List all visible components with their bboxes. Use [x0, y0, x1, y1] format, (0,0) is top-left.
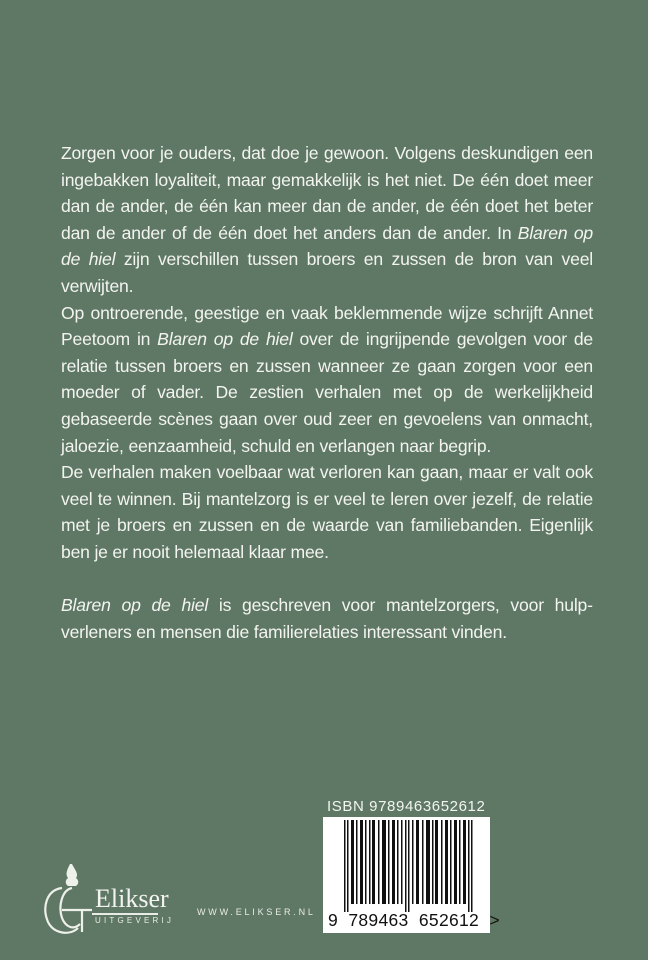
blurb-paragraph-2 [61, 300, 593, 460]
blurb-text: Zorgen voor je ouders, dat doe je gewoon. Volgens deskundigen een ingebakken loyaliteit, maar gemakkelijk is het niet. De één doet meer dan de ander, de één kan meer dan de ander, de één doet het beter dan de ander of de één doet het anders dan de ander. In [61, 143, 593, 243]
isbn-label: ISBN 9789463652612 [327, 798, 486, 815]
blurb-text: Op ontroerende, geestige en vaak beklemmende wijze schrijft Annet Peetoom in [61, 302, 593, 350]
book-title: Blaren op de hiel [157, 329, 293, 350]
book-title: Blaren op de hiel [61, 222, 593, 270]
publisher-subtitle: UITGEVERIJ [95, 916, 175, 925]
blurb-paragraph-4 [61, 592, 593, 645]
logo-divider [92, 913, 158, 915]
blurb-text: is geschreven voor mantelzorgers, voor hulpverleners en mensen die familierelaties interessant vinden. [61, 595, 593, 642]
barcode-digits: 9 789463 652612 > [328, 910, 500, 930]
blurb-paragraph-1 [61, 140, 593, 300]
blurb-text: over de ingrijpende gevolgen voor de relatie tussen broers en zussen wanneer ze gaan zorgen voor een moeder of vader. De zestien verhalen met op de werkelijkheid gebaseerde scènes gaan over oud zeer en gevoelens van onmacht, jaloezie, eenzaamheid, schuld en verlangen naar begrip. [61, 329, 593, 456]
blurb-text: zijn verschillen tussen broers en zussen de bron van veel verwijten. [61, 249, 593, 296]
blurb-paragraph-3: De verhalen maken voelbaar wat verloren kan gaan, maar er valt ook veel te winnen. Bij mantelzorg is er veel te leren over jezelf, de relatie met je broers en zussen en de waarde van familiebanden. Eigenlijk ben je er nooit helemaal klaar mee. [61, 462, 593, 562]
book-title: Blaren op de hiel [61, 595, 209, 616]
back-cover-blurb [61, 140, 593, 645]
publisher-name: Elikser [95, 884, 169, 913]
barcode-bars-icon [342, 820, 478, 912]
barcode [323, 817, 500, 933]
publisher-website: WWW.ELIKSER.NL [197, 907, 316, 917]
